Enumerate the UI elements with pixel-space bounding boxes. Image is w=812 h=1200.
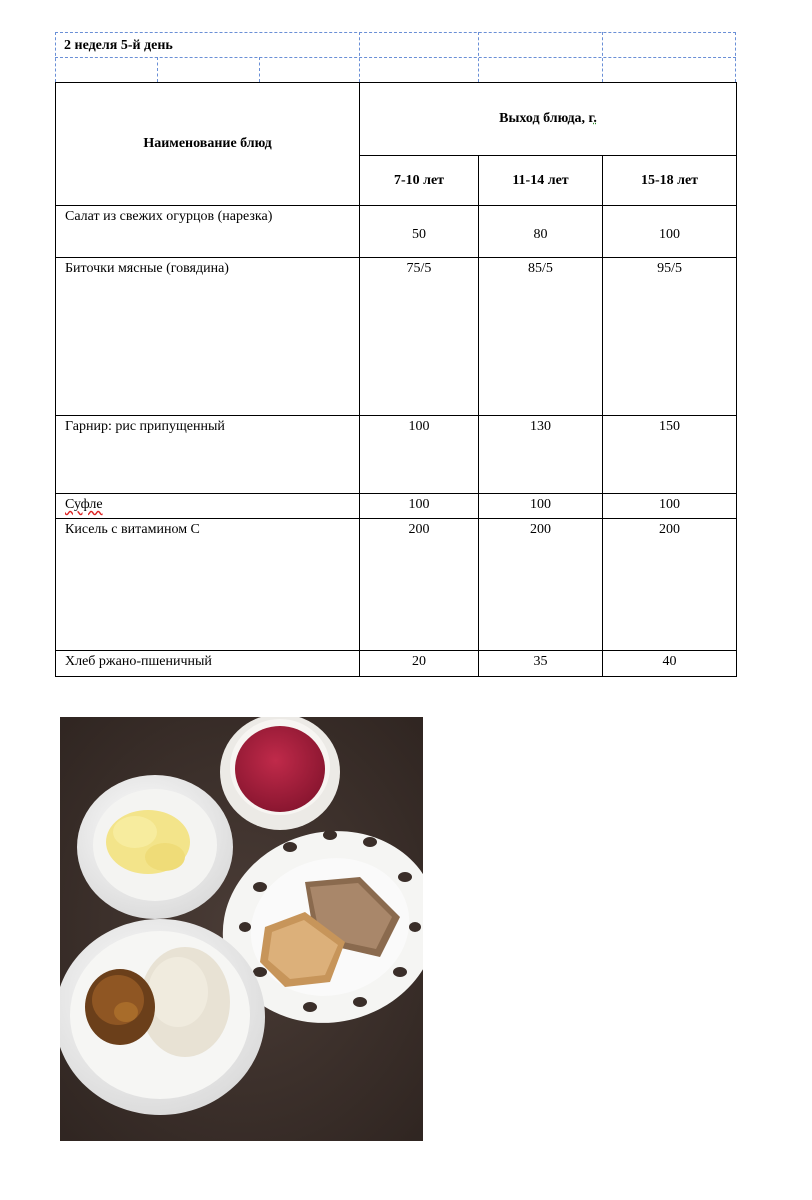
- yield-value: 95/5: [603, 258, 737, 416]
- yield-value: 100: [360, 494, 479, 519]
- yield-value: 200: [360, 519, 479, 651]
- header-grid: [55, 32, 736, 82]
- yield-value: 150: [603, 416, 737, 494]
- yield-value: 100: [603, 206, 737, 258]
- yield-value: 100: [479, 494, 603, 519]
- souffle-bowl: [77, 775, 233, 919]
- yield-value: 40: [603, 651, 737, 677]
- table-row: [56, 651, 737, 677]
- main-plate: [60, 919, 265, 1115]
- table-row: [56, 258, 737, 416]
- table-row: [56, 494, 737, 519]
- dish-name: Гарнир: рис припущенный: [56, 416, 360, 494]
- kissel-cup: [220, 717, 340, 830]
- yield-value: 35: [479, 651, 603, 677]
- yield-value: 100: [360, 416, 479, 494]
- age-group-header: 11-14 лет: [479, 156, 603, 206]
- yield-value: 100: [603, 494, 737, 519]
- dish-name: Суфле: [56, 494, 360, 519]
- dish-name: Биточки мясные (говядина): [56, 258, 360, 416]
- yield-value: 130: [479, 416, 603, 494]
- yield-header: Выход блюда, г.: [360, 83, 737, 156]
- day-title: 2 неделя 5-й день: [64, 38, 173, 53]
- yield-value: 200: [479, 519, 603, 651]
- age-group-header: 15-18 лет: [603, 156, 737, 206]
- yield-value: 80: [479, 206, 603, 258]
- dish-name-header: Наименование блюд: [56, 83, 360, 206]
- table-row: [56, 206, 737, 258]
- table-row: [56, 519, 737, 651]
- table-row: [56, 416, 737, 494]
- dish-name: Кисель с витамином С: [56, 519, 360, 651]
- yield-value: 50: [360, 206, 479, 258]
- yield-value: 20: [360, 651, 479, 677]
- dish-name: Хлеб ржано-пшеничный: [56, 651, 360, 677]
- yield-value: 85/5: [479, 258, 603, 416]
- table-header-row: [56, 83, 737, 156]
- yield-value: 75/5: [360, 258, 479, 416]
- dish-name: Салат из свежих огурцов (нарезка): [56, 206, 360, 258]
- yield-value: 200: [603, 519, 737, 651]
- age-group-header: 7-10 лет: [360, 156, 479, 206]
- meal-photo: [60, 717, 423, 1141]
- menu-table: [55, 82, 737, 677]
